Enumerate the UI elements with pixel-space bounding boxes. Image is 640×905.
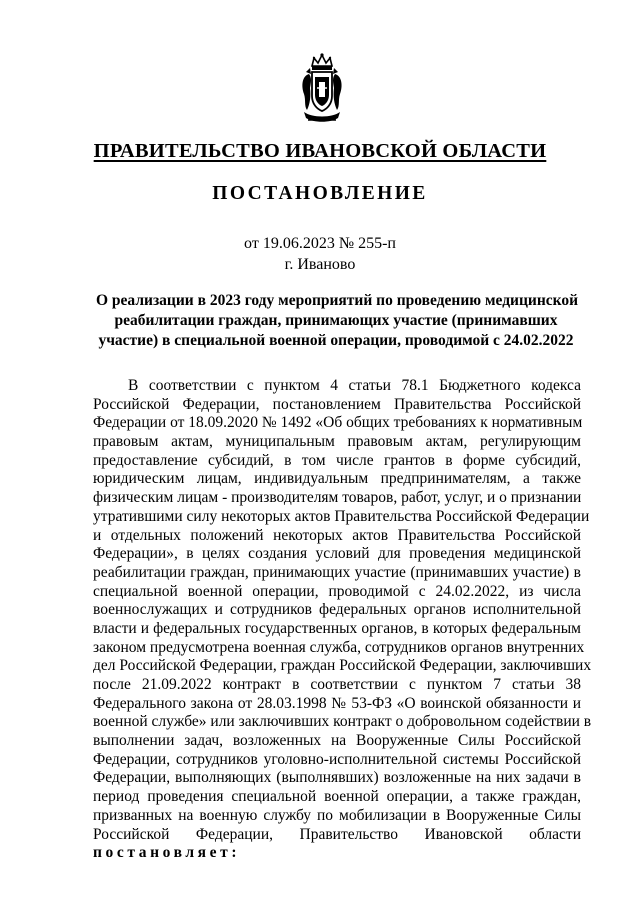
body-line: военной службе» или заключивших контракт о добровольном содействии в — [93, 713, 592, 731]
city: г. Иваново — [284, 256, 356, 273]
body-paragraph — [93, 377, 592, 863]
subject-line: реабилитации граждан, принимающих участие (принимавших — [114, 312, 558, 329]
body-line: после 21.09.2022 контракт в соответствии с пунктом 7 статьи 38 — [93, 676, 581, 693]
body-line: Федерации, выполняющих (выполнявших) возложенные на них задачи в — [93, 769, 581, 787]
subject-line: О реализации в 2023 году мероприятий по проведению медицинской — [96, 292, 579, 309]
body-line: Федерации», в целях создания условий для проведения медицинской — [93, 545, 581, 563]
body-line: военнослужащих и сотрудников федеральных органов исполнительной — [93, 601, 581, 619]
date-number: от 19.06.2023 № 255-п — [244, 235, 396, 252]
body-line: Российской Федерации, постановлением Правительства Российской — [93, 395, 581, 413]
resolves-word: постановляет: — [93, 844, 241, 862]
body-line: утратившими силу некоторых актов Правительства Российской Федерации — [93, 507, 590, 525]
body-line: Федерации от 18.09.2020 № 1492 «Об общих требованиях к нормативным — [93, 414, 583, 432]
subject-heading — [96, 291, 579, 351]
document-type: ПОСТАНОВЛЕНИЕ — [212, 183, 428, 204]
body-line: В соответствии с пунктом 4 статьи 78.1 Бюджетного кодекса — [128, 377, 581, 394]
body-line: Российской Федерации, Правительство Ивановской области — [93, 825, 581, 843]
body-line: реабилитации граждан, принимающих участие (принимавших участие) в — [93, 563, 581, 581]
body-line: Федерального закона от 28.03.1998 № 53-ФЗ «О воинской обязанности и — [93, 694, 581, 712]
body-line: правовым актам, муниципальным правовым актам, регулирующим — [93, 433, 581, 451]
body-line: Федерации, сотрудников уголовно-исполнительной системы Российской — [93, 750, 581, 768]
subject-line: участие) в специальной военной операции, проводимой с 24.02.2022 — [98, 332, 574, 349]
body-line: призванных на военную службу по мобилизации в Вооруженные Силы — [93, 806, 581, 824]
government-title: ПРАВИТЕЛЬСТВО ИВАНОВСКОЙ ОБЛАСТИ — [93, 140, 547, 162]
body-line: специальной военной операции, проводимой с 24.02.2022, из числа — [93, 582, 581, 600]
body-line: физическим лицам - производителям товаров, работ, услуг, и о признании — [93, 489, 582, 507]
body-line: и отдельных положений некоторых актов Правительства Российской — [93, 526, 581, 544]
ivanovo-oblast-coat-of-arms-icon — [298, 52, 346, 126]
body-line: дел Российской Федерации, граждан Российской Федерации, заключивших — [93, 657, 592, 675]
body-line: юридическим лицам, индивидуальным предпринимателям, а также — [93, 470, 581, 488]
body-line: выполнении задач, возложенных на Вооруженные Силы Российской — [93, 732, 581, 750]
body-line: законом предусмотрена военная служба, сотрудников органов внутренних — [93, 638, 585, 656]
body-line: период проведения специальной военной операции, а также граждан, — [93, 788, 581, 806]
body-line: власти и федеральных государственных органов, в которых федеральным — [93, 619, 581, 637]
body-line: предоставление субсидий, в том числе грантов в форме субсидий, — [93, 451, 581, 469]
